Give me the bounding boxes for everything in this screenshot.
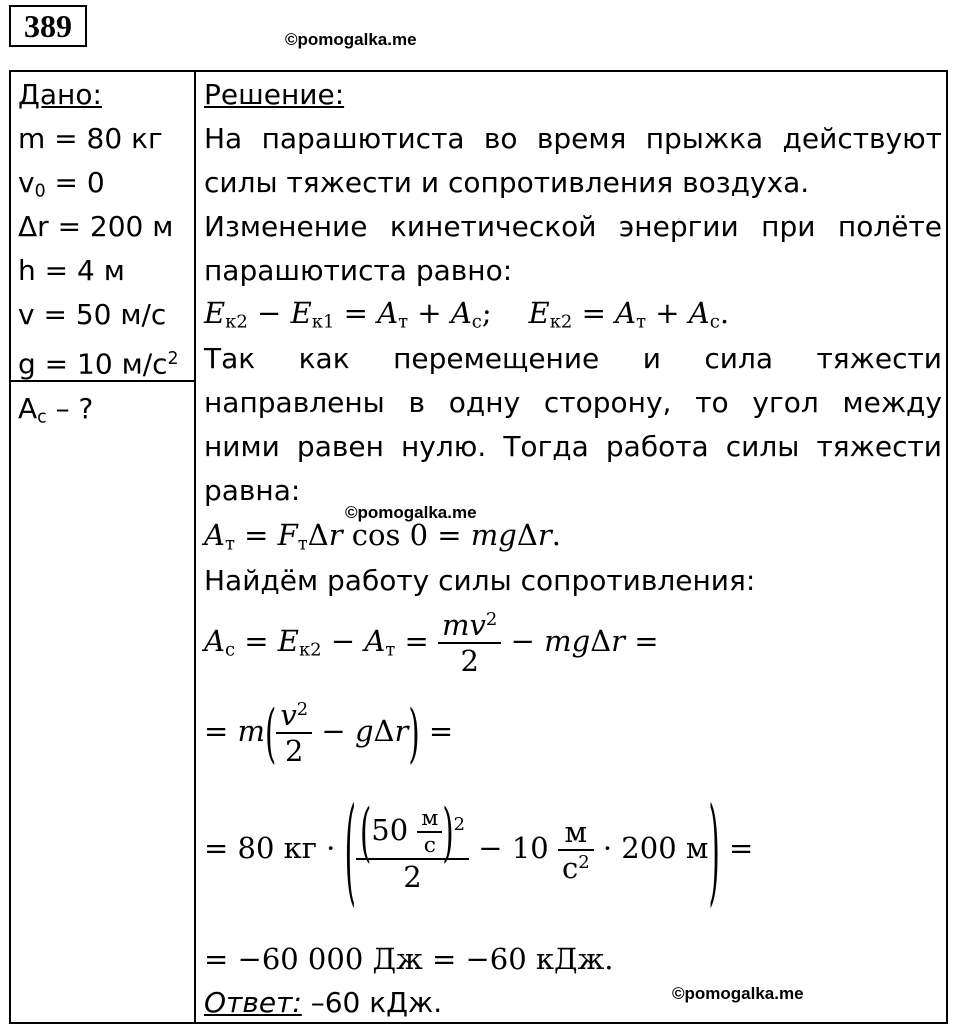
find-value: $A_с$ – ? [18,392,94,428]
answer-value: –60 кДж. [301,986,443,1019]
solution-text-line: Так как перемещение и сила тяжести [204,342,942,375]
given-height: h = 4 м [18,254,125,287]
formula-step-3: = 80 кг · ( (50 $\frac{м}{с}$ )$^2$ 2 − 10 $\frac{м}{с^2}$ · 200 м) = [204,782,754,918]
problem-number: 389 [9,5,87,47]
solution-text-line: ними равен нулю. Тогда работа силы тяжести [204,430,942,463]
solution-text-line: направлены в одну сторону, то угол между [204,386,942,419]
watermark-bottom: ©pomogalka.me [672,984,804,1003]
given-initial-velocity: $v_0 = 0$ [18,166,105,202]
formula-resistance-work: $A_с = E_{к2} - A_т$ = $\frac{mv^2}{2}$ − mgΔr = [204,608,659,678]
given-heading: Дано: [18,78,102,111]
solution-text-line: На парашютиста во время прыжка действуют [204,122,942,155]
formula-gravity-work: $A_т = F_т\Delta r$ cos 0 = mgΔr. [204,518,561,555]
answer-line [204,986,442,1020]
answer-label: Ответ: [204,986,302,1019]
solution-text-line: равна: [204,474,301,507]
formula-step-2: = m( $\frac{v^2}{2}$ − gΔr) = [204,695,454,771]
formula-kinetic-energy: $E_{к2} - E_{к1} = A_т + A_с$; $E_{к2} = A_т + A_с$. [204,296,730,333]
given-mass: m = 80 кг [18,122,163,155]
given-final-velocity: v = 50 м/с [18,298,167,331]
solution-heading: Решение: [204,78,345,111]
watermark-top: ©pomogalka.me [285,30,417,49]
solution-text-line: Изменение кинетической энергии при полёте [204,210,942,243]
solution-text-line: силы тяжести и сопротивления воздуха. [204,166,810,199]
given-displacement: Δr = 200 м [18,210,174,243]
given-gravity: g = 10 $м/с^2$ [18,347,179,381]
solution-text-line: Найдём работу силы сопротивления: [204,564,756,597]
formula-result: = −60 000 Дж = −60 кДж. [204,942,614,976]
solution-text-line: парашютиста равно: [204,254,513,287]
column-divider [194,70,196,1024]
watermark-middle: ©pomogalka.me [345,503,477,522]
